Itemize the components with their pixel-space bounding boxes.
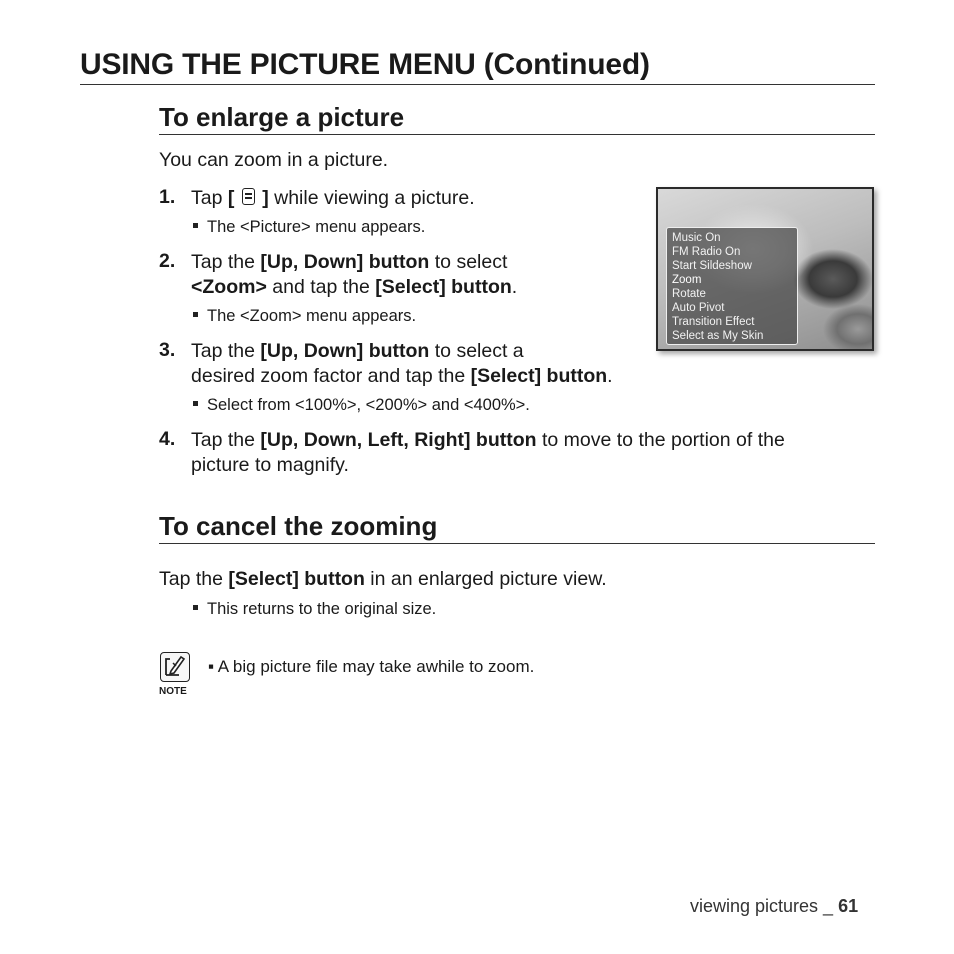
bullet-square-icon [193, 401, 198, 406]
note-text: ▪ A big picture file may take awhile to zoom. [208, 657, 535, 676]
menu-item-fm-radio-on[interactable]: FM Radio On [672, 246, 741, 258]
step2-text: Tap the [Up, Down] button to select <Zoom> and tap the [Select] button. [191, 251, 518, 298]
section2-bullet: This returns to the original size. [193, 600, 436, 619]
bullet-square-icon [193, 312, 198, 317]
step3-number: 3. [159, 339, 176, 361]
menu-item-music-on[interactable]: Music On [672, 232, 721, 244]
section-title-cancel: To cancel the zooming [159, 511, 875, 544]
step3-bullet: Select from <100%>, <200%> and <400%>. [193, 396, 530, 415]
menu-item-select-as-my-skin[interactable]: Select as My Skin [672, 330, 764, 342]
section-title-enlarge: To enlarge a picture [159, 102, 875, 135]
bullet-square-icon [193, 223, 198, 228]
step2-bullet: The <Zoom> menu appears. [193, 307, 416, 326]
step1-bullet: The <Picture> menu appears. [193, 218, 425, 237]
footer-section: viewing pictures _ [690, 896, 839, 916]
note-icon [160, 652, 190, 682]
page-title: USING THE PICTURE MENU (Continued) [80, 48, 875, 85]
device-screenshot [656, 187, 874, 351]
step2-number: 2. [159, 250, 176, 272]
step1-text: Tap [ ] while viewing a picture. [191, 187, 475, 209]
page-number: 61 [838, 896, 859, 916]
menu-item-zoom[interactable]: Zoom [672, 274, 702, 286]
step3-text: Tap the [Up, Down] button to select a desired zoom factor and tap the [Select] button. [191, 340, 613, 387]
menu-item-start-sildeshow[interactable]: Start Sildeshow [672, 260, 752, 272]
note-label: NOTE [159, 686, 187, 697]
menu-item-auto-pivot[interactable]: Auto Pivot [672, 302, 725, 314]
menu-icon [242, 188, 255, 205]
step1-number: 1. [159, 186, 176, 208]
bullet-square-icon [193, 605, 198, 610]
section1-intro: You can zoom in a picture. [159, 149, 389, 171]
page-footer [690, 896, 858, 917]
menu-item-transition-effect[interactable]: Transition Effect [672, 316, 755, 328]
step4-text: Tap the [Up, Down, Left, Right] button to move to the portion of the picture to magnify. [191, 429, 785, 476]
picture-menu [666, 227, 798, 345]
section2-text: Tap the [Select] button in an enlarged picture view. [159, 568, 607, 590]
menu-item-rotate[interactable]: Rotate [672, 288, 706, 300]
step4-number: 4. [159, 428, 176, 450]
